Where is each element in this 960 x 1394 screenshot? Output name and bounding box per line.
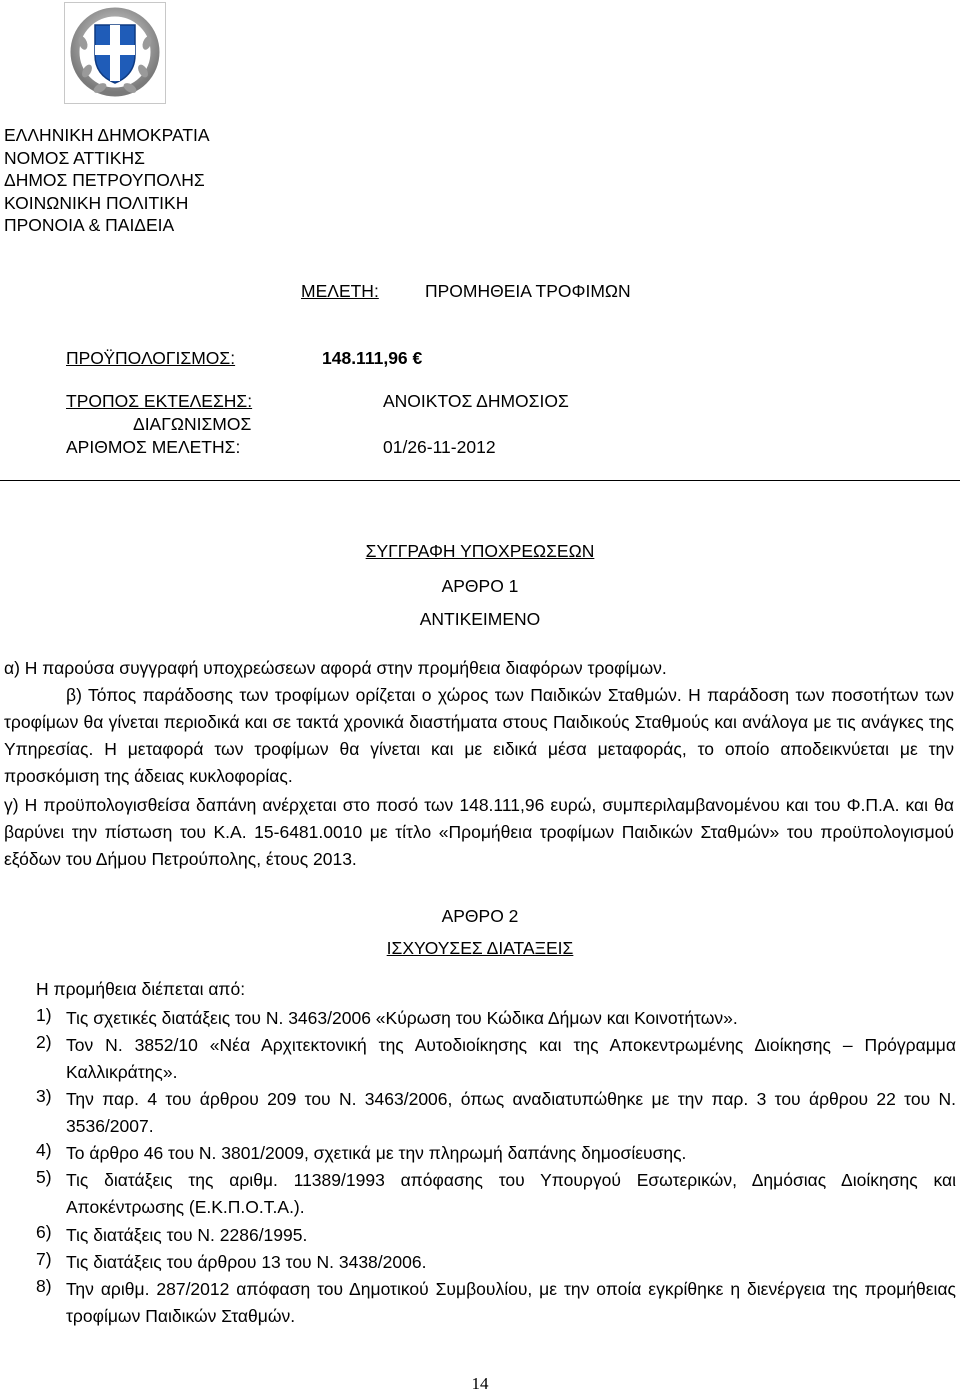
article1-subheading: ΑΝΤΙΚΕΙΜΕΝΟ (419, 609, 541, 629)
article2-intro: Η προμήθεια διέπεται από: (36, 979, 246, 999)
study-number-value: 01/26-11-2012 (383, 437, 496, 457)
list-item-text: Την παρ. 4 του άρθρου 209 του Ν. 3463/2006, όπως αναδιατυπώθηκε με την παρ. 3 του άρθρου 22 του Ν. 3536/2007. (66, 1089, 956, 1136)
list-item-text: Τις διατάξεις της αριθμ. 11389/1993 απόφασης του Υπουργού Εσωτερικών, Δημόσιας Διοίκησης και Αποκέντρωσης (Ε.Κ.Π.Ο.Τ.Α.). (66, 1170, 956, 1217)
budget-value: 148.111,96 € (322, 348, 423, 368)
list-item-number: 1) (36, 1005, 52, 1025)
list-item-text: Τις διατάξεις του άρθρου 13 του Ν. 3438/2006. (66, 1252, 427, 1272)
issuer-header (4, 124, 210, 237)
article1-paragraph-c: γ) Η προϋπολογισθείσα δαπάνη ανέρχεται στο ποσό των 148.111,96 ευρώ, συμπεριλαμβανομένου και του Φ.Π.Α. και θα βαρύνει την πίστωση του Κ.Α. 15-6481.0010 με τίτλο «Προμήθεια τροφίμων Παιδικών Σταθμών» του προϋπολογισμού εξόδων του Δήμου Πετρούπολης, έτους 2013. (4, 795, 954, 869)
list-item-number: 3) (36, 1086, 52, 1106)
study-number-label: ΑΡΙΘΜΟΣ ΜΕΛΕΤΗΣ: (66, 437, 241, 457)
header-line-section: ΠΡΟΝΟΙΑ & ΠΑΙΔΕΙΑ (4, 215, 175, 236)
greek-emblem (64, 2, 166, 104)
article1-paragraph-b (4, 682, 954, 790)
page-number: 14 (471, 1374, 489, 1393)
study-label: ΜΕΛΕΤΗ: (301, 281, 379, 301)
article1-paragraph-b-text: β) Τόπος παράδοσης των τροφίμων ορίζεται ο χώρος των Παιδικών Σταθμών. Η παράδοση των ποσοτήτων των τροφίμων θα γίνεται περιοδικά και σε τακτά χρονικά διαστήματα στους Παιδικούς Σταθμούς και ανάλογα με τις ανάγκες της Υπηρεσίας. Η μεταφορά των τροφίμων θα γίνεται και με ειδικά μέσα μεταφοράς, το οποίο αποδεικνύεται με την προσκόμιση της άδειας κυκλοφορίας. (4, 685, 954, 786)
list-item-text: Τις σχετικές διατάξεις του Ν. 3463/2006 «Κύρωση του Κώδικα Δήμων και Κοινοτήτων». (66, 1008, 738, 1028)
article2-subheading: ΙΣΧΥΟΥΣΕΣ ΔΙΑΤΑΞΕΙΣ (386, 938, 574, 958)
execution-value-line1: ΑΝΟΙΚΤΟΣ ΔΗΜΟΣΙΟΣ (383, 391, 569, 411)
study-value: ΠΡΟΜΗΘΕΙΑ ΤΡΟΦΙΜΩΝ (425, 281, 631, 301)
article1-paragraph-a: α) Η παρούσα συγγραφή υποχρεώσεων αφορά στην προμήθεια διαφόρων τροφίμων. (4, 658, 667, 678)
article2-subheading-wrap (0, 938, 960, 959)
list-item-text: Την αριθμ. 287/2012 απόφαση του Δημοτικού Συμβουλίου, με την οποία εγκρίθηκε η διενέργεια της προμήθειας τροφίμων Παιδικών Σταθμών. (66, 1279, 956, 1326)
list-item-number: 5) (36, 1167, 52, 1187)
list-item-number: 8) (36, 1276, 52, 1296)
list-item-number: 7) (36, 1249, 52, 1269)
article2-heading: ΑΡΘΡΟ 2 (441, 906, 519, 926)
budget-label: ΠΡΟΫΠΟΛΟΓΙΣΜΟΣ: (66, 348, 236, 368)
header-divider (0, 480, 960, 481)
header-line-department: ΚΟΙΝΩΝΙΚΗ ΠΟΛΙΤΙΚΗ (4, 192, 189, 213)
list-item-text: Το άρθρο 46 του Ν. 3801/2009, σχετικά με την πληρωμή δαπάνης δημοσίευσης. (66, 1143, 687, 1163)
list-item-number: 2) (36, 1032, 52, 1052)
header-line-municipality: ΔΗΜΟΣ ΠΕΤΡΟΥΠΟΛΗΣ (4, 170, 205, 191)
list-item-text: Τις διατάξεις του Ν. 2286/1995. (66, 1225, 308, 1245)
header-line-prefecture: ΝΟΜΟΣ ΑΤΤΙΚΗΣ (4, 147, 145, 168)
execution-value-line2: ΔΙΑΓΩΝΙΣΜΟΣ (133, 414, 252, 434)
list-item-number: 6) (36, 1222, 52, 1242)
doc-title-wrap (0, 541, 960, 562)
list-item-text: Τον Ν. 3852/10 «Νέα Αρχιτεκτονική της Αυτοδιοίκησης και της Αποκεντρωμένης Διοίκησης – Πρόγραμμα Καλλικράτης». (66, 1035, 956, 1082)
header-line-republic: ΕΛΛΗΝΙΚΗ ΔΗΜΟΚΡΑΤΙΑ (4, 125, 210, 145)
doc-title: ΣΥΓΓΡΑΦΗ ΥΠΟΧΡΕΩΣΕΩΝ (365, 541, 595, 561)
list-item-number: 4) (36, 1140, 52, 1160)
execution-label: ΤΡΟΠΟΣ ΕΚΤΕΛΕΣΗΣ: (66, 391, 253, 411)
article1-heading: ΑΡΘΡΟ 1 (441, 576, 519, 596)
